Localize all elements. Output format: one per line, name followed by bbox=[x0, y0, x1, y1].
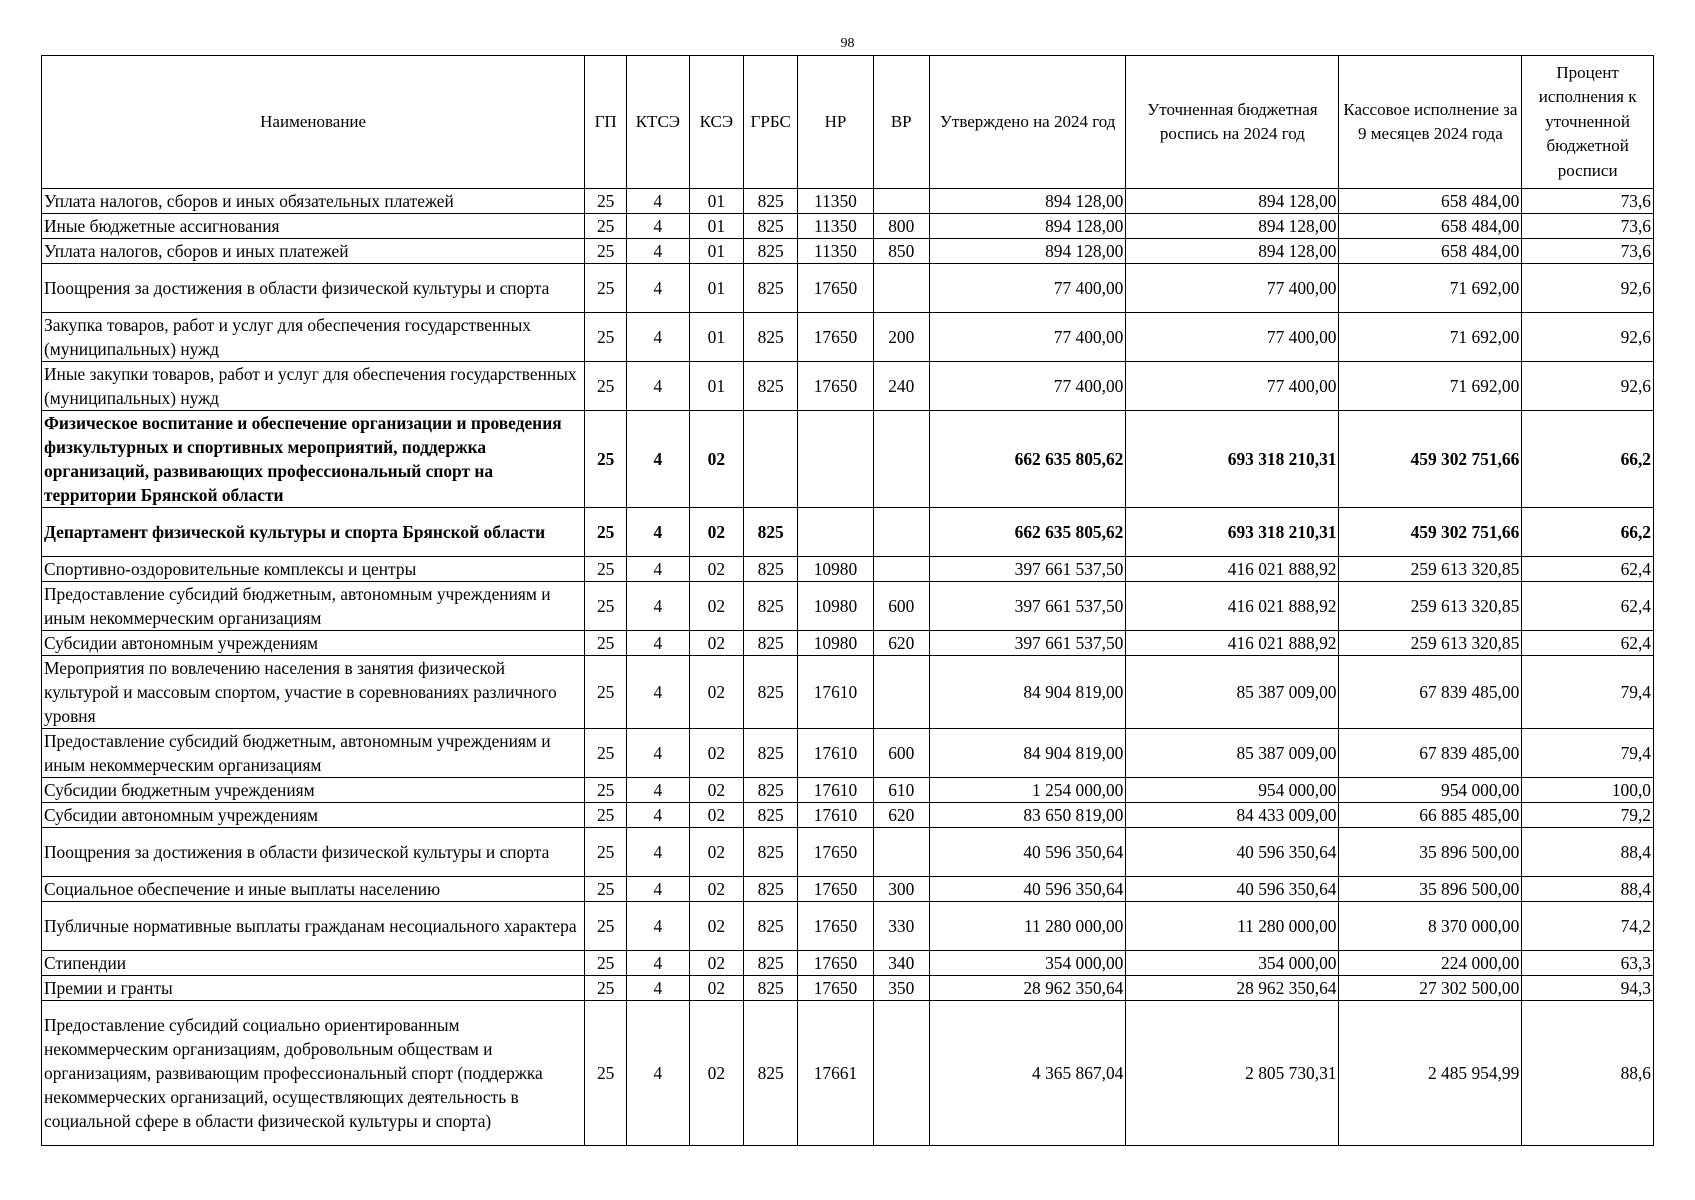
table-row bbox=[42, 951, 1654, 976]
cell-ktse: 4 bbox=[627, 189, 690, 214]
budget-table bbox=[41, 55, 1654, 1146]
cell-gp: 25 bbox=[585, 729, 627, 778]
cell-ktse: 4 bbox=[627, 362, 690, 411]
cell-percent: 62,4 bbox=[1522, 582, 1654, 631]
cell-percent: 92,6 bbox=[1522, 264, 1654, 313]
cell-refined: 77 400,00 bbox=[1126, 362, 1339, 411]
cell-refined: 954 000,00 bbox=[1126, 778, 1339, 803]
cell-approved: 397 661 537,50 bbox=[929, 557, 1125, 582]
cell-nr: 11350 bbox=[798, 239, 873, 264]
cell-approved: 84 904 819,00 bbox=[929, 656, 1125, 729]
table-row bbox=[42, 189, 1654, 214]
cell-kse: 01 bbox=[689, 313, 743, 362]
cell-grbs bbox=[744, 411, 798, 508]
cell-kse: 02 bbox=[689, 557, 743, 582]
header-approved: Утверждено на 2024 год bbox=[929, 56, 1125, 189]
cell-refined: 40 596 350,64 bbox=[1126, 828, 1339, 877]
cell-ktse: 4 bbox=[627, 778, 690, 803]
cell-gp: 25 bbox=[585, 189, 627, 214]
cell-nr bbox=[798, 411, 873, 508]
cell-grbs: 825 bbox=[744, 803, 798, 828]
cell-kse: 02 bbox=[689, 877, 743, 902]
cell-vr: 850 bbox=[873, 239, 929, 264]
table-row bbox=[42, 214, 1654, 239]
cell-ktse: 4 bbox=[627, 877, 690, 902]
cell-gp: 25 bbox=[585, 631, 627, 656]
cell-kse: 02 bbox=[689, 508, 743, 557]
cell-gp: 25 bbox=[585, 214, 627, 239]
cell-approved: 397 661 537,50 bbox=[929, 631, 1125, 656]
header-refined: Уточненная бюджетная роспись на 2024 год bbox=[1126, 56, 1339, 189]
header-gp: ГП bbox=[585, 56, 627, 189]
cell-nr: 17610 bbox=[798, 803, 873, 828]
cell-executed: 259 613 320,85 bbox=[1339, 557, 1522, 582]
cell-percent: 100,0 bbox=[1522, 778, 1654, 803]
cell-name: Департамент физической культуры и спорта Брянской области bbox=[42, 508, 585, 557]
cell-executed: 658 484,00 bbox=[1339, 239, 1522, 264]
cell-percent: 88,4 bbox=[1522, 877, 1654, 902]
cell-kse: 02 bbox=[689, 411, 743, 508]
cell-kse: 01 bbox=[689, 239, 743, 264]
cell-grbs: 825 bbox=[744, 189, 798, 214]
cell-grbs: 825 bbox=[744, 582, 798, 631]
cell-name: Уплата налогов, сборов и иных платежей bbox=[42, 239, 585, 264]
cell-executed: 67 839 485,00 bbox=[1339, 729, 1522, 778]
cell-grbs: 825 bbox=[744, 239, 798, 264]
cell-refined: 84 433 009,00 bbox=[1126, 803, 1339, 828]
cell-executed: 954 000,00 bbox=[1339, 778, 1522, 803]
cell-percent: 62,4 bbox=[1522, 557, 1654, 582]
cell-approved: 84 904 819,00 bbox=[929, 729, 1125, 778]
cell-vr bbox=[873, 828, 929, 877]
cell-nr: 10980 bbox=[798, 557, 873, 582]
table-row bbox=[42, 877, 1654, 902]
cell-executed: 259 613 320,85 bbox=[1339, 582, 1522, 631]
cell-vr: 340 bbox=[873, 951, 929, 976]
cell-ktse: 4 bbox=[627, 264, 690, 313]
cell-grbs: 825 bbox=[744, 214, 798, 239]
cell-approved: 894 128,00 bbox=[929, 239, 1125, 264]
header-kse: КСЭ bbox=[689, 56, 743, 189]
cell-executed: 27 302 500,00 bbox=[1339, 976, 1522, 1001]
cell-ktse: 4 bbox=[627, 951, 690, 976]
cell-vr: 620 bbox=[873, 803, 929, 828]
cell-percent: 79,4 bbox=[1522, 656, 1654, 729]
table-row bbox=[42, 557, 1654, 582]
cell-ktse: 4 bbox=[627, 411, 690, 508]
cell-gp: 25 bbox=[585, 902, 627, 951]
cell-gp: 25 bbox=[585, 239, 627, 264]
cell-approved: 77 400,00 bbox=[929, 362, 1125, 411]
cell-nr: 17650 bbox=[798, 951, 873, 976]
header-vr: ВР bbox=[873, 56, 929, 189]
cell-kse: 02 bbox=[689, 729, 743, 778]
cell-percent: 63,3 bbox=[1522, 951, 1654, 976]
cell-gp: 25 bbox=[585, 1001, 627, 1146]
cell-percent: 73,6 bbox=[1522, 189, 1654, 214]
cell-kse: 01 bbox=[689, 214, 743, 239]
cell-ktse: 4 bbox=[627, 656, 690, 729]
cell-vr bbox=[873, 1001, 929, 1146]
cell-executed: 658 484,00 bbox=[1339, 214, 1522, 239]
cell-percent: 74,2 bbox=[1522, 902, 1654, 951]
cell-kse: 02 bbox=[689, 828, 743, 877]
cell-name: Премии и гранты bbox=[42, 976, 585, 1001]
cell-executed: 71 692,00 bbox=[1339, 362, 1522, 411]
cell-nr: 17650 bbox=[798, 902, 873, 951]
cell-vr: 600 bbox=[873, 729, 929, 778]
table-header-row bbox=[42, 56, 1654, 189]
cell-gp: 25 bbox=[585, 976, 627, 1001]
cell-approved: 4 365 867,04 bbox=[929, 1001, 1125, 1146]
cell-grbs: 825 bbox=[744, 778, 798, 803]
cell-approved: 1 254 000,00 bbox=[929, 778, 1125, 803]
cell-gp: 25 bbox=[585, 557, 627, 582]
cell-nr: 17650 bbox=[798, 264, 873, 313]
cell-refined: 77 400,00 bbox=[1126, 264, 1339, 313]
cell-grbs: 825 bbox=[744, 976, 798, 1001]
cell-refined: 85 387 009,00 bbox=[1126, 656, 1339, 729]
cell-kse: 02 bbox=[689, 656, 743, 729]
cell-gp: 25 bbox=[585, 362, 627, 411]
cell-refined: 85 387 009,00 bbox=[1126, 729, 1339, 778]
cell-ktse: 4 bbox=[627, 631, 690, 656]
cell-nr: 11350 bbox=[798, 189, 873, 214]
cell-grbs: 825 bbox=[744, 631, 798, 656]
cell-refined: 693 318 210,31 bbox=[1126, 508, 1339, 557]
cell-nr: 17610 bbox=[798, 778, 873, 803]
cell-approved: 662 635 805,62 bbox=[929, 411, 1125, 508]
cell-executed: 66 885 485,00 bbox=[1339, 803, 1522, 828]
cell-kse: 01 bbox=[689, 362, 743, 411]
cell-executed: 71 692,00 bbox=[1339, 264, 1522, 313]
cell-grbs: 825 bbox=[744, 729, 798, 778]
cell-refined: 894 128,00 bbox=[1126, 214, 1339, 239]
page-number: 98 bbox=[840, 36, 855, 51]
cell-gp: 25 bbox=[585, 313, 627, 362]
cell-executed: 35 896 500,00 bbox=[1339, 877, 1522, 902]
cell-refined: 894 128,00 bbox=[1126, 189, 1339, 214]
header-grbs: ГРБС bbox=[744, 56, 798, 189]
cell-name: Поощрения за достижения в области физической культуры и спорта bbox=[42, 828, 585, 877]
cell-refined: 11 280 000,00 bbox=[1126, 902, 1339, 951]
table-row bbox=[42, 264, 1654, 313]
cell-grbs: 825 bbox=[744, 557, 798, 582]
cell-vr: 610 bbox=[873, 778, 929, 803]
cell-refined: 416 021 888,92 bbox=[1126, 582, 1339, 631]
cell-name: Уплата налогов, сборов и иных обязательных платежей bbox=[42, 189, 585, 214]
cell-refined: 28 962 350,64 bbox=[1126, 976, 1339, 1001]
cell-nr: 17650 bbox=[798, 313, 873, 362]
cell-approved: 83 650 819,00 bbox=[929, 803, 1125, 828]
cell-ktse: 4 bbox=[627, 902, 690, 951]
table-row bbox=[42, 828, 1654, 877]
cell-name: Субсидии автономным учреждениям bbox=[42, 803, 585, 828]
cell-approved: 662 635 805,62 bbox=[929, 508, 1125, 557]
cell-grbs: 825 bbox=[744, 1001, 798, 1146]
cell-kse: 02 bbox=[689, 976, 743, 1001]
cell-nr: 17610 bbox=[798, 656, 873, 729]
cell-vr bbox=[873, 189, 929, 214]
cell-kse: 02 bbox=[689, 582, 743, 631]
cell-vr: 350 bbox=[873, 976, 929, 1001]
cell-name: Публичные нормативные выплаты гражданам несоциального характера bbox=[42, 902, 585, 951]
cell-executed: 71 692,00 bbox=[1339, 313, 1522, 362]
table-row bbox=[42, 778, 1654, 803]
cell-gp: 25 bbox=[585, 264, 627, 313]
cell-approved: 894 128,00 bbox=[929, 214, 1125, 239]
cell-name: Предоставление субсидий социально ориентированным некоммерческим организациям, добровольным обществам и организациям, развивающим профессиональный спорт (поддержка некоммерческих организаций, осуществляющих деятельность в социальной сфере в области физической культуры и спорта) bbox=[42, 1001, 585, 1146]
cell-ktse: 4 bbox=[627, 508, 690, 557]
cell-ktse: 4 bbox=[627, 729, 690, 778]
cell-name: Субсидии автономным учреждениям bbox=[42, 631, 585, 656]
cell-vr: 330 bbox=[873, 902, 929, 951]
cell-kse: 02 bbox=[689, 803, 743, 828]
cell-nr: 17650 bbox=[798, 828, 873, 877]
cell-refined: 77 400,00 bbox=[1126, 313, 1339, 362]
cell-gp: 25 bbox=[585, 411, 627, 508]
cell-gp: 25 bbox=[585, 582, 627, 631]
cell-name: Спортивно-оздоровительные комплексы и центры bbox=[42, 557, 585, 582]
cell-refined: 416 021 888,92 bbox=[1126, 631, 1339, 656]
cell-vr bbox=[873, 264, 929, 313]
cell-grbs: 825 bbox=[744, 508, 798, 557]
cell-percent: 92,6 bbox=[1522, 362, 1654, 411]
cell-kse: 02 bbox=[689, 631, 743, 656]
cell-name: Мероприятия по вовлечению населения в занятия физической культурой и массовым спортом, участие в соревнованиях различного уровня bbox=[42, 656, 585, 729]
cell-approved: 894 128,00 bbox=[929, 189, 1125, 214]
table-row bbox=[42, 582, 1654, 631]
cell-approved: 11 280 000,00 bbox=[929, 902, 1125, 951]
cell-ktse: 4 bbox=[627, 214, 690, 239]
cell-nr bbox=[798, 508, 873, 557]
cell-name: Иные закупки товаров, работ и услуг для обеспечения государственных (муниципальных) нужд bbox=[42, 362, 585, 411]
table-body bbox=[42, 189, 1654, 1146]
cell-vr: 620 bbox=[873, 631, 929, 656]
cell-percent: 66,2 bbox=[1522, 508, 1654, 557]
cell-percent: 79,4 bbox=[1522, 729, 1654, 778]
cell-vr bbox=[873, 656, 929, 729]
cell-approved: 397 661 537,50 bbox=[929, 582, 1125, 631]
cell-refined: 40 596 350,64 bbox=[1126, 877, 1339, 902]
cell-nr: 10980 bbox=[798, 582, 873, 631]
cell-refined: 894 128,00 bbox=[1126, 239, 1339, 264]
cell-executed: 658 484,00 bbox=[1339, 189, 1522, 214]
cell-approved: 354 000,00 bbox=[929, 951, 1125, 976]
cell-vr: 300 bbox=[873, 877, 929, 902]
cell-approved: 77 400,00 bbox=[929, 264, 1125, 313]
cell-percent: 92,6 bbox=[1522, 313, 1654, 362]
cell-percent: 73,6 bbox=[1522, 239, 1654, 264]
cell-vr: 800 bbox=[873, 214, 929, 239]
cell-refined: 354 000,00 bbox=[1126, 951, 1339, 976]
cell-vr: 240 bbox=[873, 362, 929, 411]
table-row bbox=[42, 803, 1654, 828]
table-row bbox=[42, 239, 1654, 264]
header-nr: НР bbox=[798, 56, 873, 189]
cell-executed: 459 302 751,66 bbox=[1339, 508, 1522, 557]
cell-grbs: 825 bbox=[744, 828, 798, 877]
header-ktse: КТСЭ bbox=[627, 56, 690, 189]
cell-name: Закупка товаров, работ и услуг для обеспечения государственных (муниципальных) нужд bbox=[42, 313, 585, 362]
cell-gp: 25 bbox=[585, 828, 627, 877]
cell-gp: 25 bbox=[585, 778, 627, 803]
cell-executed: 8 370 000,00 bbox=[1339, 902, 1522, 951]
cell-grbs: 825 bbox=[744, 313, 798, 362]
cell-kse: 01 bbox=[689, 264, 743, 313]
cell-approved: 28 962 350,64 bbox=[929, 976, 1125, 1001]
cell-ktse: 4 bbox=[627, 828, 690, 877]
cell-name: Предоставление субсидий бюджетным, автономным учреждениям и иным некоммерческим организациям bbox=[42, 582, 585, 631]
cell-ktse: 4 bbox=[627, 557, 690, 582]
cell-grbs: 825 bbox=[744, 951, 798, 976]
cell-kse: 02 bbox=[689, 1001, 743, 1146]
table-row bbox=[42, 362, 1654, 411]
header-executed: Кассовое исполнение за 9 месяцев 2024 года bbox=[1339, 56, 1522, 189]
table-row bbox=[42, 656, 1654, 729]
table-row bbox=[42, 631, 1654, 656]
table-row bbox=[42, 508, 1654, 557]
cell-grbs: 825 bbox=[744, 877, 798, 902]
cell-name: Предоставление субсидий бюджетным, автономным учреждениям и иным некоммерческим организациям bbox=[42, 729, 585, 778]
cell-name: Социальное обеспечение и иные выплаты населению bbox=[42, 877, 585, 902]
cell-grbs: 825 bbox=[744, 362, 798, 411]
cell-refined: 416 021 888,92 bbox=[1126, 557, 1339, 582]
cell-grbs: 825 bbox=[744, 656, 798, 729]
cell-name: Поощрения за достижения в области физической культуры и спорта bbox=[42, 264, 585, 313]
cell-gp: 25 bbox=[585, 656, 627, 729]
cell-percent: 66,2 bbox=[1522, 411, 1654, 508]
cell-refined: 693 318 210,31 bbox=[1126, 411, 1339, 508]
cell-vr bbox=[873, 411, 929, 508]
cell-name: Стипендии bbox=[42, 951, 585, 976]
cell-vr: 200 bbox=[873, 313, 929, 362]
cell-gp: 25 bbox=[585, 951, 627, 976]
cell-grbs: 825 bbox=[744, 902, 798, 951]
cell-ktse: 4 bbox=[627, 803, 690, 828]
cell-refined: 2 805 730,31 bbox=[1126, 1001, 1339, 1146]
cell-percent: 79,2 bbox=[1522, 803, 1654, 828]
cell-percent: 73,6 bbox=[1522, 214, 1654, 239]
cell-executed: 35 896 500,00 bbox=[1339, 828, 1522, 877]
cell-executed: 67 839 485,00 bbox=[1339, 656, 1522, 729]
cell-executed: 459 302 751,66 bbox=[1339, 411, 1522, 508]
cell-executed: 224 000,00 bbox=[1339, 951, 1522, 976]
cell-gp: 25 bbox=[585, 508, 627, 557]
cell-approved: 40 596 350,64 bbox=[929, 828, 1125, 877]
cell-nr: 17661 bbox=[798, 1001, 873, 1146]
header-percent: Процент исполнения к уточненной бюджетной росписи bbox=[1522, 56, 1654, 189]
cell-percent: 62,4 bbox=[1522, 631, 1654, 656]
cell-approved: 40 596 350,64 bbox=[929, 877, 1125, 902]
cell-ktse: 4 bbox=[627, 976, 690, 1001]
table-row bbox=[42, 313, 1654, 362]
header-name: Наименование bbox=[42, 56, 585, 189]
cell-nr: 11350 bbox=[798, 214, 873, 239]
table-row bbox=[42, 1001, 1654, 1146]
cell-approved: 77 400,00 bbox=[929, 313, 1125, 362]
table-row bbox=[42, 411, 1654, 508]
cell-ktse: 4 bbox=[627, 239, 690, 264]
cell-vr bbox=[873, 557, 929, 582]
cell-name: Физическое воспитание и обеспечение организации и проведения физкультурных и спортивных мероприятий, поддержка организаций, развивающих профессиональный спорт на территории Брянской области bbox=[42, 411, 585, 508]
cell-executed: 259 613 320,85 bbox=[1339, 631, 1522, 656]
cell-vr: 600 bbox=[873, 582, 929, 631]
cell-ktse: 4 bbox=[627, 313, 690, 362]
cell-executed: 2 485 954,99 bbox=[1339, 1001, 1522, 1146]
cell-percent: 88,4 bbox=[1522, 828, 1654, 877]
cell-ktse: 4 bbox=[627, 1001, 690, 1146]
cell-kse: 02 bbox=[689, 778, 743, 803]
cell-name: Субсидии бюджетным учреждениям bbox=[42, 778, 585, 803]
cell-ktse: 4 bbox=[627, 582, 690, 631]
cell-name: Иные бюджетные ассигнования bbox=[42, 214, 585, 239]
cell-grbs: 825 bbox=[744, 264, 798, 313]
cell-nr: 17650 bbox=[798, 976, 873, 1001]
cell-nr: 17650 bbox=[798, 877, 873, 902]
cell-gp: 25 bbox=[585, 803, 627, 828]
cell-nr: 17610 bbox=[798, 729, 873, 778]
table-row bbox=[42, 729, 1654, 778]
table-row bbox=[42, 902, 1654, 951]
cell-gp: 25 bbox=[585, 877, 627, 902]
cell-percent: 94,3 bbox=[1522, 976, 1654, 1001]
cell-vr bbox=[873, 508, 929, 557]
cell-kse: 02 bbox=[689, 902, 743, 951]
cell-kse: 01 bbox=[689, 189, 743, 214]
table-row bbox=[42, 976, 1654, 1001]
cell-nr: 17650 bbox=[798, 362, 873, 411]
cell-percent: 88,6 bbox=[1522, 1001, 1654, 1146]
cell-kse: 02 bbox=[689, 951, 743, 976]
cell-nr: 10980 bbox=[798, 631, 873, 656]
